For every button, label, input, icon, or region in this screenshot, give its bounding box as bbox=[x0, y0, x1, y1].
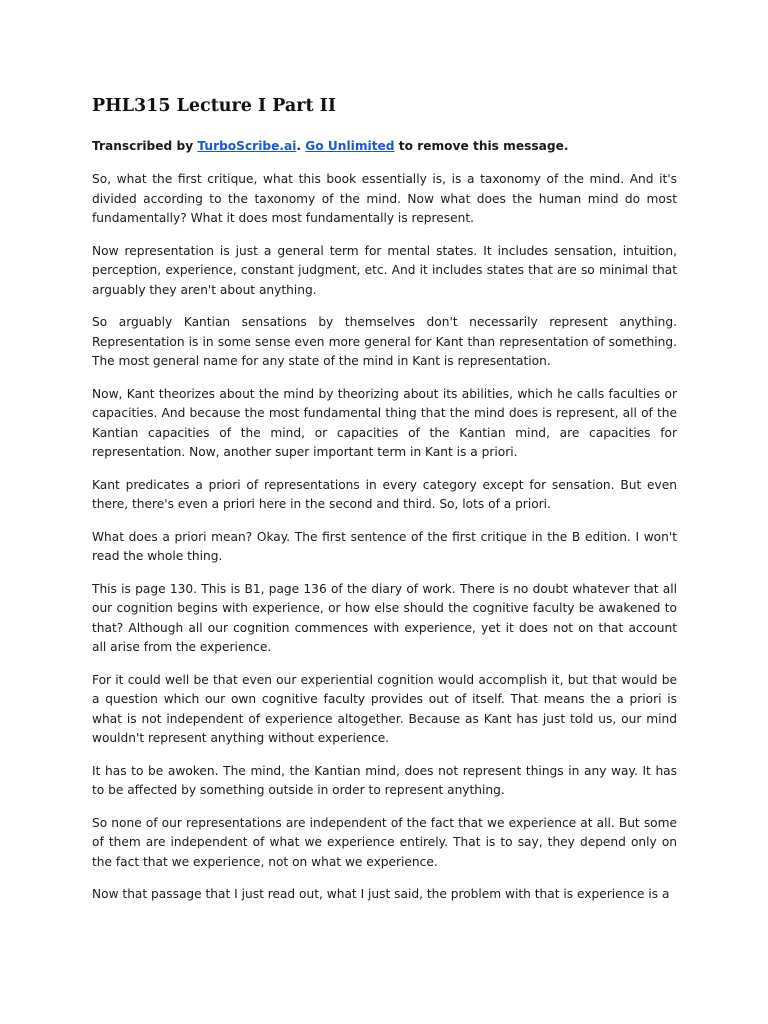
turboscribe-link[interactable]: TurboScribe.ai bbox=[197, 139, 297, 153]
paragraph: So, what the first critique, what this book essentially is, is a taxonomy of the mind. And it's divided according to the taxonomy of the mind. Now what does the human mind do most fundamentally? What it does most fundamentally is represent. bbox=[92, 172, 677, 225]
paragraph: Now representation is just a general term for mental states. It includes sensation, intuition, perception, experience, constant judgment, etc. And it includes states that are so minimal that arguably they aren't about anything. bbox=[92, 243, 677, 297]
page-title: PHL315 Lecture I Part II bbox=[92, 96, 337, 116]
credit-suffix: to remove this message. bbox=[394, 139, 569, 153]
paragraph: Kant predicates a priori of representations in every category except for sensation. But even there, there's even a priori here in the second and third. So, lots of a priori. bbox=[92, 477, 677, 511]
go-unlimited-link[interactable]: Go Unlimited bbox=[305, 139, 395, 153]
paragraph: This is page 130. This is B1, page 136 of the diary of work. There is no doubt whatever that all our cognition begins with experience, or how else should the cognitive faculty be awakened to that? Although all our cognition commences with experience, yet it does not on that account all arise from the experience. bbox=[92, 581, 677, 654]
paragraph-truncated: Now that passage that I just read out, what I just said, the problem with that is experience is a bbox=[92, 887, 670, 901]
paragraph: Now, Kant theorizes about the mind by theorizing about its abilities, which he calls faculties or capacities. And because the most fundamental thing that the mind does is represent, all of the Kantian capacities of the mind, or capacities of the Kantian mind, are capacities for representation. Now, another super important term in Kant is a priori. bbox=[92, 386, 677, 459]
paragraph: It has to be awoken. The mind, the Kantian mind, does not represent things in any way. It has to be affected by something outside in order to represent anything. bbox=[92, 763, 677, 797]
paragraph: What does a priori mean? Okay. The first sentence of the first critique in the B edition. I won't read the whole thing. bbox=[92, 529, 677, 563]
paragraph: For it could well be that even our experiential cognition would accomplish it, but that would be a question which our own cognitive faculty provides out of itself. That means the a priori is what is not independent of experience altogether. Because as Kant has just told us, our mind wouldn't represent anything without experience. bbox=[92, 672, 677, 745]
credit-separator: . bbox=[296, 139, 306, 153]
document-page bbox=[92, 94, 677, 918]
credit-prefix: Transcribed by bbox=[92, 139, 198, 153]
paragraph: So arguably Kantian sensations by themselves don't necessarily represent anything. Representation is in some sense even more general for Kant than representation of something. The most general name for any state of the mind in Kant is representation. bbox=[92, 315, 677, 368]
paragraph: So none of our representations are independent of the fact that we experience at all. But some of them are independent of what we experience entirely. That is to say, they depend only on the fact that we experience, not on what we experience. bbox=[92, 815, 677, 869]
transcription-credit bbox=[92, 137, 677, 156]
